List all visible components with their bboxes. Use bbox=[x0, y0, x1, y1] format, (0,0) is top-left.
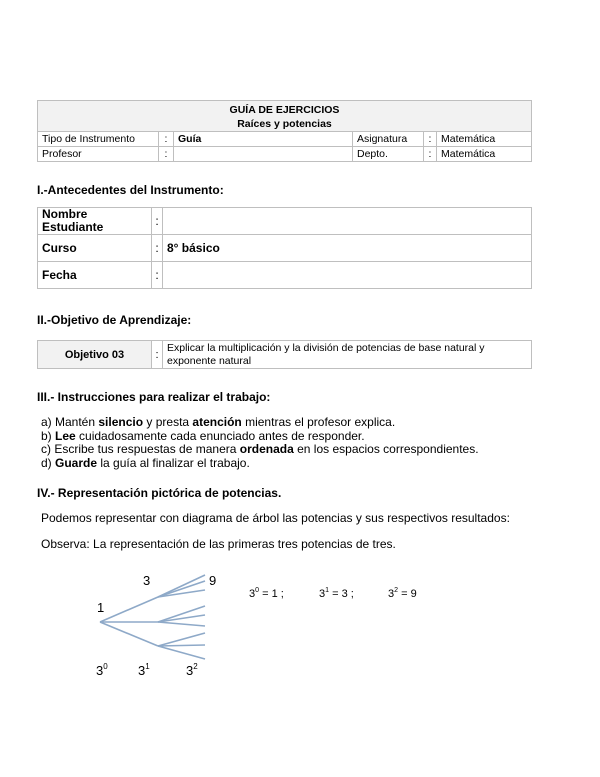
section-1-title: I.-Antecedentes del Instrumento: bbox=[37, 183, 224, 197]
colon: : bbox=[152, 341, 163, 369]
observe-paragraph: Observa: La representación de las primeras tres potencias de tres. bbox=[41, 537, 396, 551]
tree-level1-label: 3 bbox=[143, 573, 151, 588]
subject-value: Matemática bbox=[437, 132, 532, 147]
instrument-type-label: Tipo de Instrumento bbox=[38, 132, 159, 147]
instrument-type-value: Guía bbox=[174, 132, 353, 147]
objective-label: Objetivo 03 bbox=[38, 341, 152, 369]
department-label: Depto. bbox=[353, 147, 424, 162]
colon: : bbox=[424, 132, 437, 147]
colon: : bbox=[152, 262, 163, 289]
equation-power-2: $3^2 = 9$ bbox=[388, 587, 417, 600]
colon: : bbox=[152, 208, 163, 235]
level2-power: $3^2$ bbox=[186, 662, 198, 678]
colon: : bbox=[424, 147, 437, 162]
section-2-title: II.-Objetivo de Aprendizaje: bbox=[37, 313, 192, 327]
date-label: Fecha bbox=[38, 262, 152, 289]
section-4-title: IV.- Representación pictórica de potencias. bbox=[37, 486, 282, 500]
colon: : bbox=[159, 132, 174, 147]
section-3-title: III.- Instrucciones para realizar el trabajo: bbox=[37, 390, 271, 404]
explanation-paragraph: Podemos representar con diagrama de árbol las potencias y sus respectivos resultados: bbox=[41, 511, 510, 525]
instruction-item: d) Guarde la guía al finalizar el trabajo. bbox=[41, 455, 250, 470]
subject-label: Asignatura bbox=[353, 132, 424, 147]
course-value: 8° básico bbox=[163, 235, 532, 262]
tree-branches bbox=[100, 575, 205, 659]
objective-text: Explicar la multiplicación y la división de potencias de base natural y exponente natural bbox=[163, 341, 532, 369]
student-name-label: Nombre Estudiante bbox=[38, 208, 152, 235]
equation-power-1: $3^1 = 3$ ; bbox=[319, 587, 354, 600]
tree-root-label: 1 bbox=[97, 600, 105, 615]
colon: : bbox=[152, 235, 163, 262]
tree-level2-label: 9 bbox=[209, 573, 217, 588]
instruction-item: c) Escribe tus respuestas de manera ordenada en los espacios correspondientes. bbox=[41, 442, 479, 456]
level0-power: $3^0$ bbox=[96, 662, 108, 678]
instruction-item: a) Mantén silencio y presta atención mientras el profesor explica. bbox=[41, 415, 396, 429]
level1-power: $3^1$ bbox=[138, 662, 150, 678]
department-value: Matemática bbox=[437, 147, 532, 162]
colon: : bbox=[159, 147, 174, 162]
course-label: Curso bbox=[38, 235, 152, 262]
guide-title: GUÍA DE EJERCICIOS bbox=[229, 103, 340, 116]
teacher-label: Profesor bbox=[38, 147, 159, 162]
instruction-item: b) Lee cuidadosamente cada enunciado antes de responder. bbox=[41, 428, 365, 443]
equation-power-0: $3^0 = 1$ ; bbox=[249, 587, 284, 600]
guide-subtitle: Raíces y potencias bbox=[237, 117, 332, 130]
